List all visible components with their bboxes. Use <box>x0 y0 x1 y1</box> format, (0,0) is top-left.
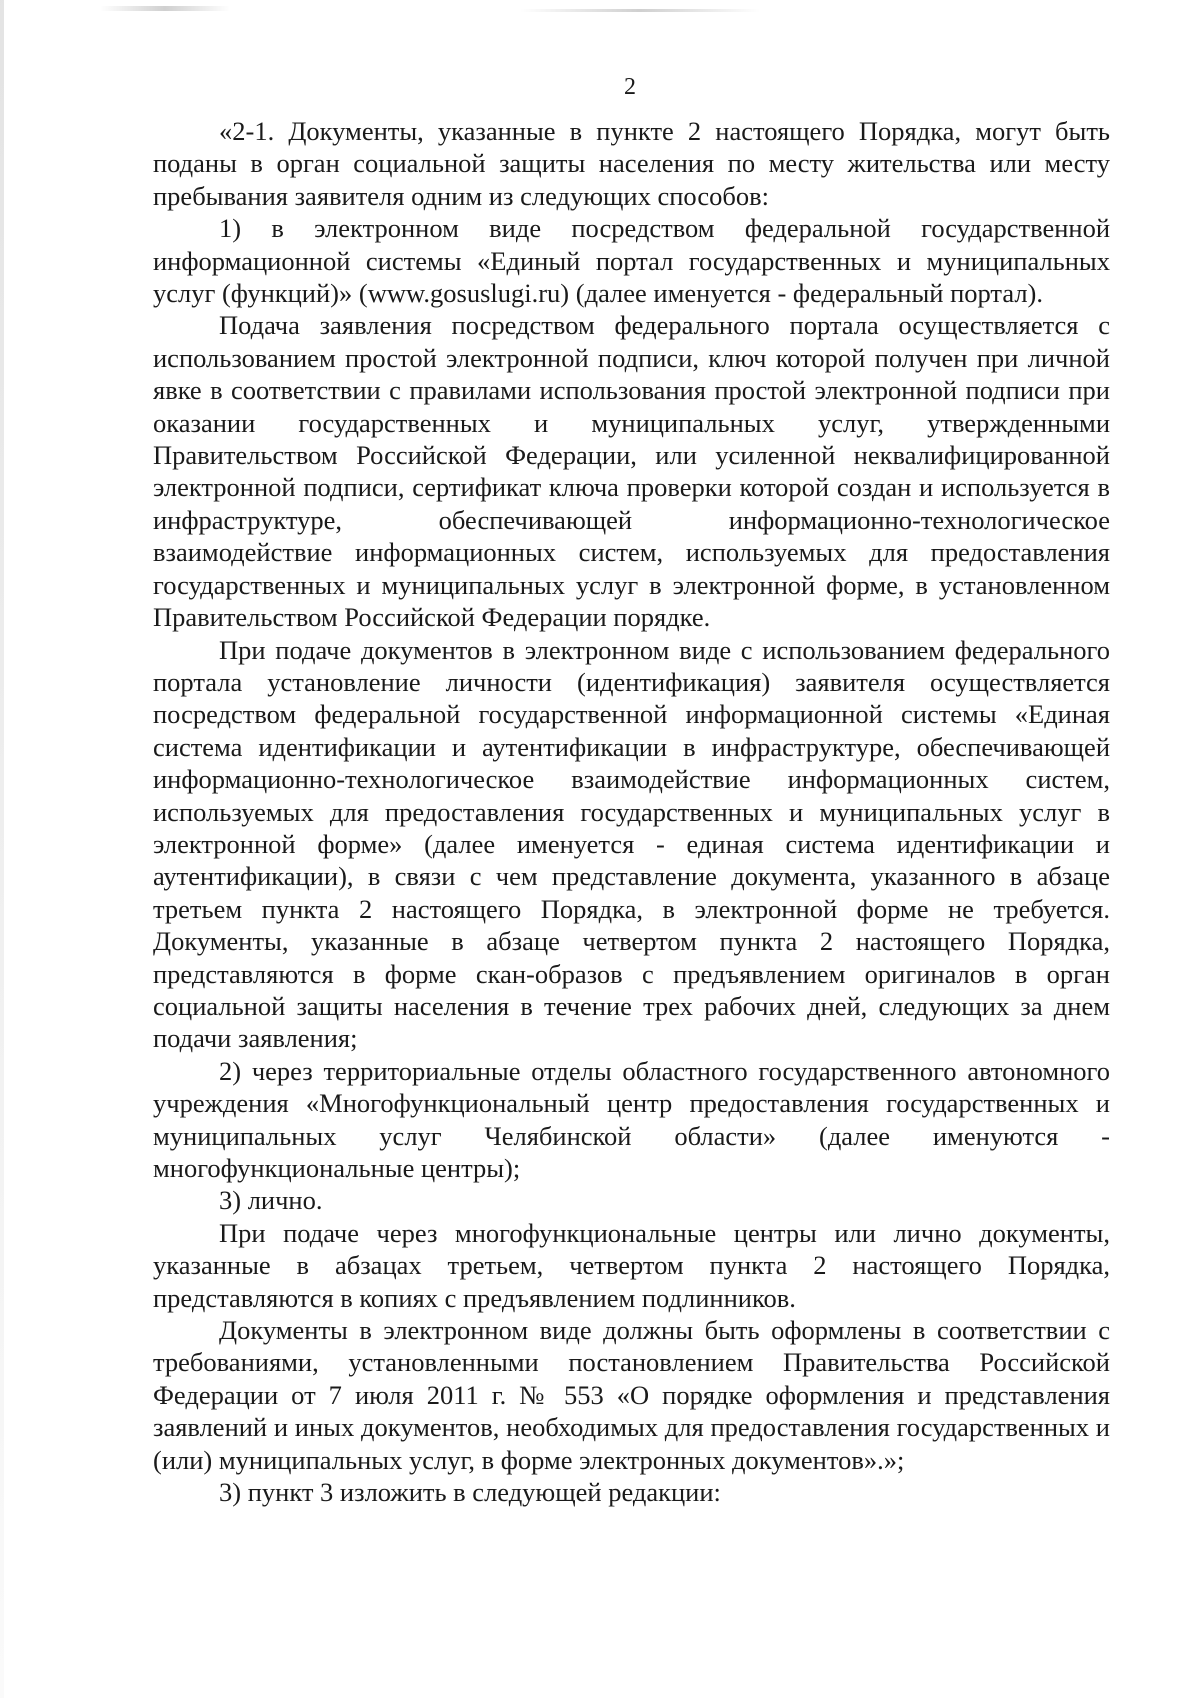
paragraph-electronic-signature: Подача заявления посредством федерального портала осуществляется с использованием простой электронной подписи, ключ которой получен при личной явке в соответствии с правилами использования простой электронной подписи при оказании государственных и муниципальных услуг, утвержденными Правительством Российской Федерации, или усиленной неквалифицированной электронной подписи, сертификат ключа проверки которой создан и используется в инфраструктуре, обеспечивающей информационно-технологическое взаимодействие информационных систем, используемых для предоставления государственных и муниципальных услуг в электронной форме, в установленном Правительством Российской Федерации порядке. <box>153 310 1110 633</box>
paragraph-electronic-requirements: Документы в электронном виде должны быть оформлены в соответствии с требованиями, установленными постановлением Правительства Российской Федерации от 7 июля 2011 г. № 553 «О порядке оформления и представления заявлений и иных документов, необходимых для предоставления государственных и (или) муниципальных услуг, в форме электронных документов».»; <box>153 1315 1110 1475</box>
paragraph-item-2-mfc: 2) через территориальные отделы областного государственного автономного учреждения «Многофункциональный центр предоставления государственных и муниципальных услуг Челябинской области» (далее именуются - многофункциональные центры); <box>153 1055 1110 1183</box>
paragraph-item-1-electronic: 1) в электронном виде посредством федеральной государственной информационной системы «Единый портал государственных и муниципальных услуг (функций)» (www.gosuslugi.ru) (далее именуется - федеральный портал). <box>153 213 1110 309</box>
document-body <box>153 115 1110 1508</box>
scan-edge-shadow <box>0 0 4 1698</box>
paragraph-2-1-intro: «2-1. Документы, указанные в пункте 2 настоящего Порядка, могут быть поданы в орган социальной защиты населения по месту жительства или месту пребывания заявителя одним из следующих способов: <box>153 116 1110 211</box>
scan-artifact <box>100 6 230 11</box>
paragraph-item-3-in-person: 3) лично. <box>219 1185 323 1216</box>
paragraph-point-3: 3) пункт 3 изложить в следующей редакции: <box>219 1477 721 1508</box>
paragraph-copies: При подаче через многофункциональные центры или лично документы, указанные в абзацах третьем, четвертом пункта 2 настоящего Порядка, представляются в копиях с предъявлением подлинников. <box>153 1217 1110 1313</box>
paragraph-identification: При подаче документов в электронном виде с использованием федерального портала установление личности (идентификация) заявителя осуществляется посредством федеральной государственной информационной системы «Единая система идентификации и аутентификации в инфраструктуре, обеспечивающей информационно-технологическое взаимодействие информационных систем, используемых для предоставления государственных и муниципальных услуг в электронной форме» (далее именуется - единая система идентификации и аутентификации), в связи с чем представление документа, указанного в абзаце третьем пункта 2 настоящего Порядка, в электронной форме не требуется. Документы, указанные в абзаце четвертом пункта 2 настоящего Порядка, представляются в форме скан-образов с предъявлением оригиналов в орган социальной защиты населения в течение трех рабочих дней, следующих за днем подачи заявления; <box>153 634 1110 1054</box>
scan-artifact <box>520 9 760 12</box>
page-number: 2 <box>624 74 636 100</box>
